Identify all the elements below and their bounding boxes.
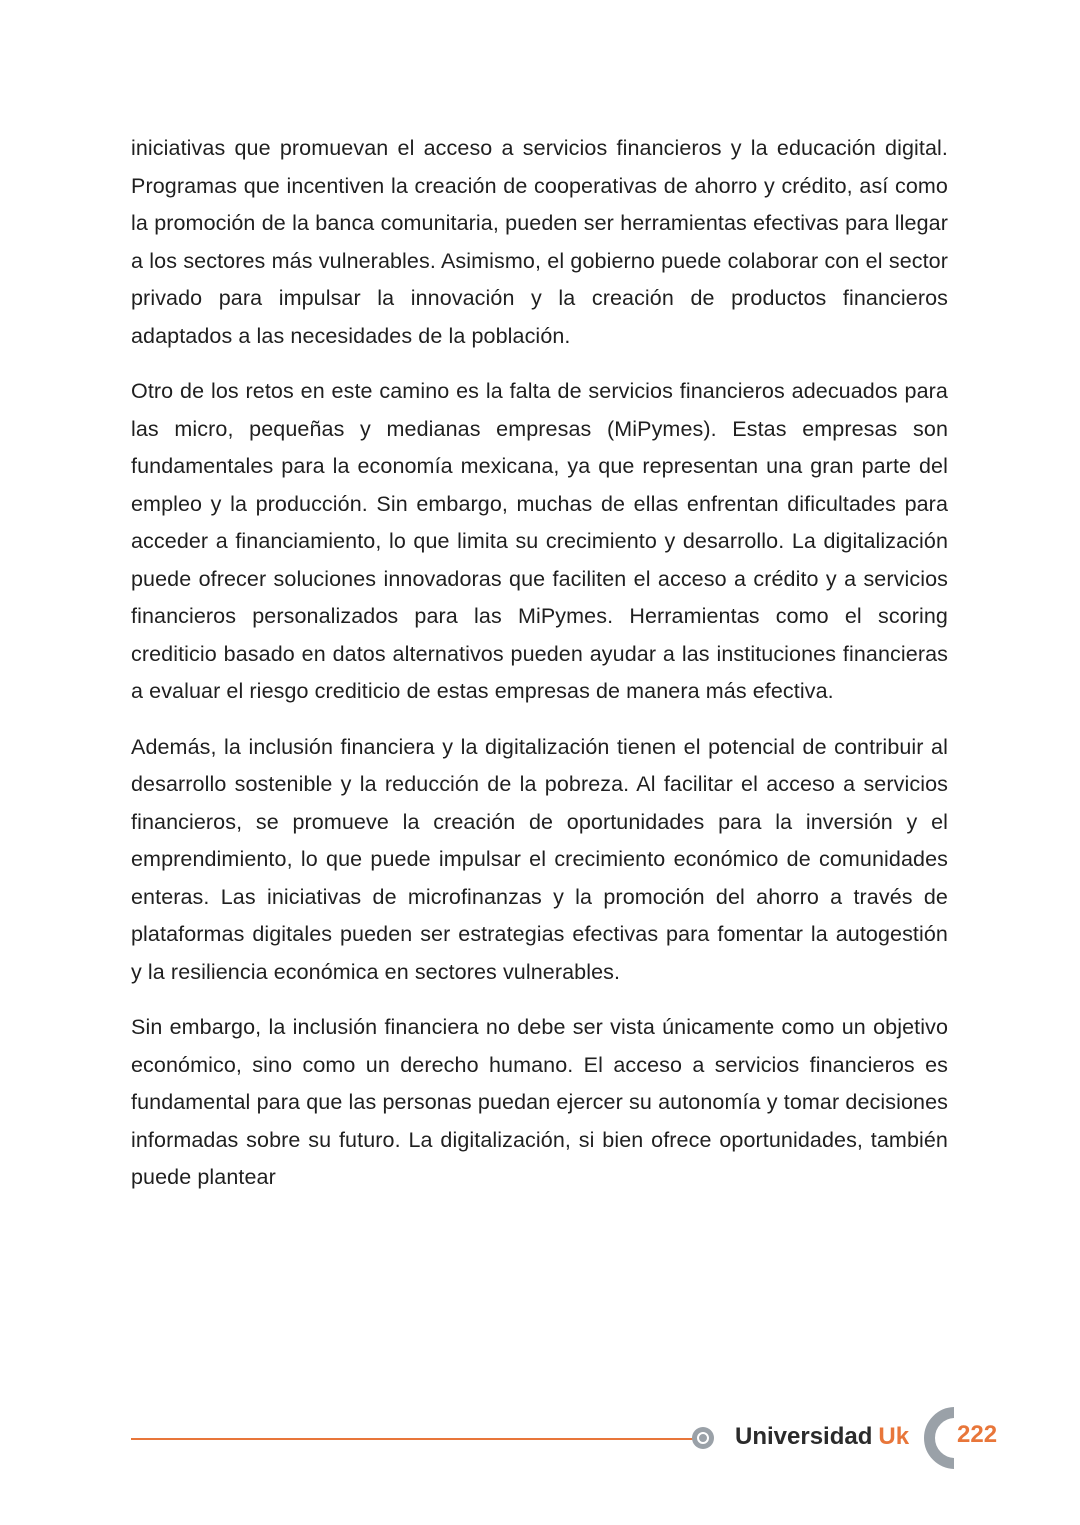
paragraph-1: iniciativas que promuevan el acceso a servicios financieros y la educación digital. Programas que incentiven la creación de cooperativas de ahorro y crédito, así como la promoción de la banca comunitaria, pueden ser herramientas efectivas para llegar a los sectores más vulnerables. Asimismo, el gobierno puede colaborar con el sector privado para impulsar la innovación y la creación de productos financieros adaptados a las necesidades de la población. bbox=[131, 136, 948, 348]
brand-accent: Uk bbox=[878, 1423, 910, 1450]
target-dot-inner bbox=[697, 1432, 709, 1444]
page-body bbox=[131, 130, 948, 1215]
paragraph-4: Sin embargo, la inclusión financiera no debe ser vista únicamente como un objetivo económico, sino como un derecho humano. El acceso a servicios financieros es fundamental para que las personas puedan ejercer su autonomía y tomar decisiones informadas sobre su futuro. La digitalización, si bien ofrece oportunidades, también puede plantear bbox=[131, 1015, 948, 1189]
target-dot-icon bbox=[692, 1427, 714, 1449]
brand-name: Universidad bbox=[735, 1423, 873, 1450]
page-number: 222 bbox=[957, 1421, 998, 1448]
footer-divider-line bbox=[131, 1438, 693, 1440]
arc-decoration-icon bbox=[924, 1407, 954, 1469]
paragraph-2: Otro de los retos en este camino es la falta de servicios financieros adecuados para las micro, pequeñas y medianas empresas (MiPymes). Estas empresas son fundamentales para la economía mexicana, ya que representan una gran parte del empleo y la producción. Sin embargo, muchas de ellas enfrentan dificultades para acceder a financiamiento, lo que limita su crecimiento y desarrollo. La digitalización puede ofrecer soluciones innovadoras que faciliten el acceso a crédito y a servicios financieros personalizados para las MiPymes. Herramientas como el scoring crediticio basado en datos alternativos pueden ayudar a las instituciones financieras a evaluar el riesgo crediticio de estas empresas de manera más efectiva. bbox=[131, 379, 948, 703]
brand-logo bbox=[735, 1423, 909, 1451]
arc-shape bbox=[924, 1407, 954, 1469]
paragraph-3: Además, la inclusión financiera y la digitalización tienen el potencial de contribuir al desarrollo sostenible y la reducción de la pobreza. Al facilitar el acceso a servicios financieros, se promueve la creación de oportunidades para la inversión y el emprendimiento, lo que puede impulsar el crecimiento económico de comunidades enteras. Las iniciativas de microfinanzas y la promoción del ahorro a través de plataformas digitales pueden ser estrategias efectivas para fomentar la autogestión y la resiliencia económica en sectores vulnerables. bbox=[131, 734, 948, 984]
page-footer bbox=[131, 1405, 1011, 1475]
